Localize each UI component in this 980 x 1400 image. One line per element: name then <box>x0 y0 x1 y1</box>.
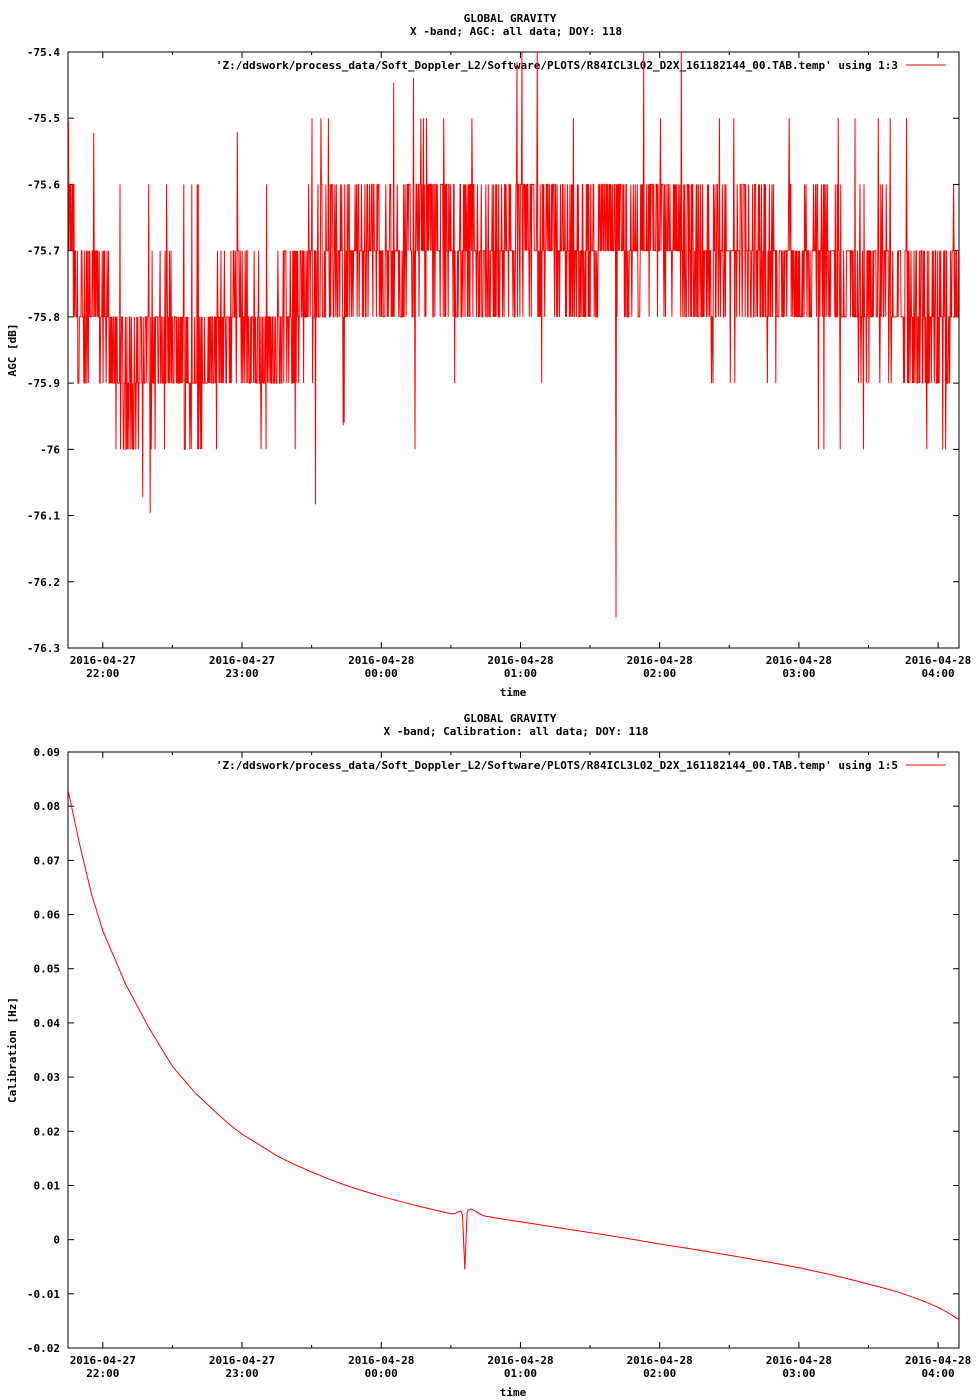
x-tick-time: 03:00 <box>782 667 816 680</box>
x-tick-date: 2016-04-28 <box>348 1354 415 1367</box>
y-tick-label: 0.08 <box>33 800 60 814</box>
y-tick-label: 0.06 <box>33 908 60 922</box>
x-tick-time: 01:00 <box>503 667 538 680</box>
calibration-chart <box>6 712 971 1399</box>
plot-frame <box>68 752 959 1348</box>
y-tick-label: 0.01 <box>33 1179 60 1193</box>
x-tick-date: 2016-04-28 <box>626 1354 693 1367</box>
x-tick-date: 2016-04-28 <box>765 654 833 667</box>
y-tick-label: -76.1 <box>26 509 60 523</box>
x-tick-date: 2016-04-27 <box>69 654 136 667</box>
x-tick-time: 03:00 <box>782 1367 816 1380</box>
y-axis-label: Calibration [Hz] <box>6 997 19 1103</box>
x-tick-date: 2016-04-28 <box>905 654 972 667</box>
x-tick-time: 04:00 <box>921 667 955 680</box>
y-tick-label: -75.6 <box>26 178 60 192</box>
legend-label: 'Z:/ddswork/process_data/Soft_Doppler_L2/Software/PLOTS/R84ICL3L02_D2X_161182144_00.TAB.temp' using 1:5 <box>215 759 898 772</box>
x-tick-date: 2016-04-28 <box>765 1354 833 1367</box>
x-tick-time: 02:00 <box>643 667 677 680</box>
x-tick-time: 22:00 <box>86 1367 120 1380</box>
x-tick-time: 22:00 <box>86 667 120 680</box>
y-tick-label: 0.03 <box>33 1071 60 1085</box>
y-tick-label: -0.01 <box>26 1287 60 1301</box>
chart-title: GLOBAL GRAVITY <box>463 12 557 25</box>
x-tick-date: 2016-04-27 <box>208 1354 276 1367</box>
y-tick-label: -76.3 <box>26 642 60 655</box>
y-tick-label: -76 <box>40 443 60 457</box>
y-tick-label: -0.02 <box>26 1342 60 1355</box>
x-tick-time: 02:00 <box>643 1367 677 1380</box>
chart-subtitle: X -band; Calibration: all data; DOY: 118 <box>383 725 649 738</box>
y-tick-label: -75.5 <box>26 112 60 126</box>
legend-label: 'Z:/ddswork/process_data/Soft_Doppler_L2/Software/PLOTS/R84ICL3L02_D2X_161182144_00.TAB.temp' using 1:3 <box>215 59 898 72</box>
y-tick-label: -75.4 <box>26 46 60 59</box>
x-tick-time: 23:00 <box>225 1367 259 1380</box>
x-tick-time: 00:00 <box>364 1367 398 1380</box>
x-tick-time: 04:00 <box>921 1367 955 1380</box>
x-tick-date: 2016-04-28 <box>626 654 693 667</box>
chart-title: GLOBAL GRAVITY <box>463 712 557 725</box>
x-tick-time: 23:00 <box>225 667 259 680</box>
chart-subtitle: X -band; AGC: all data; DOY: 118 <box>410 25 622 38</box>
y-axis-label: AGC [dB] <box>6 323 19 377</box>
y-tick-label: 0.07 <box>33 854 60 868</box>
x-axis-label: time <box>499 686 527 699</box>
agc-chart <box>6 12 971 699</box>
y-tick-label: 0.04 <box>33 1016 60 1030</box>
x-axis-label: time <box>499 1386 527 1399</box>
y-tick-label: 0 <box>53 1233 60 1247</box>
x-tick-date: 2016-04-28 <box>487 654 554 667</box>
x-tick-date: 2016-04-28 <box>487 1354 554 1367</box>
x-tick-time: 01:00 <box>503 1367 538 1380</box>
series-line <box>68 52 959 617</box>
y-tick-label: -75.7 <box>26 244 60 258</box>
x-tick-date: 2016-04-27 <box>69 1354 136 1367</box>
y-tick-label: -75.8 <box>26 310 60 324</box>
x-tick-date: 2016-04-28 <box>348 654 415 667</box>
y-tick-label: 0.09 <box>33 746 60 759</box>
y-tick-label: 0.05 <box>33 962 60 976</box>
y-tick-label: -75.9 <box>26 377 60 391</box>
y-tick-label: 0.02 <box>33 1125 60 1139</box>
y-tick-label: -76.2 <box>26 575 60 589</box>
series-line <box>68 790 959 1320</box>
x-tick-date: 2016-04-27 <box>208 654 276 667</box>
x-tick-date: 2016-04-28 <box>905 1354 972 1367</box>
x-tick-time: 00:00 <box>364 667 398 680</box>
